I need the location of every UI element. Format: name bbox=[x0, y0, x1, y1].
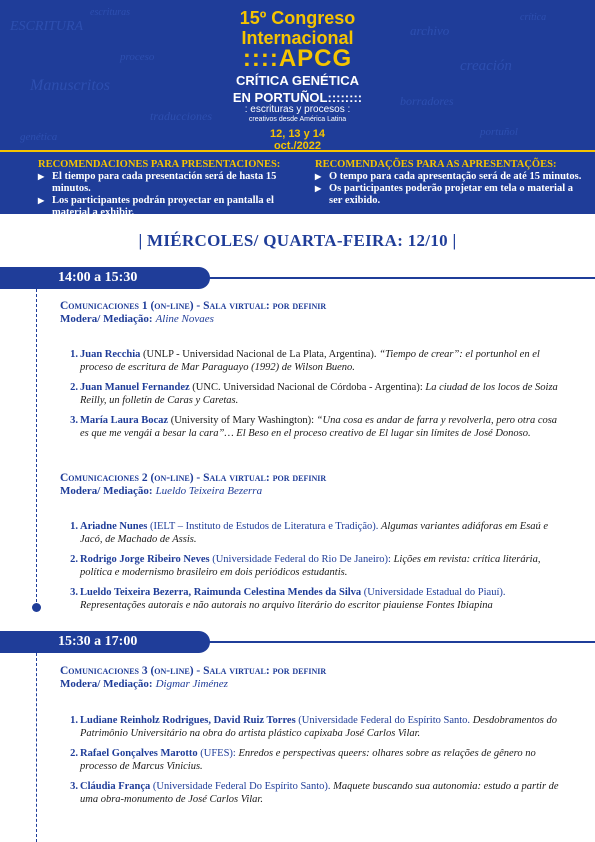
paper-authors: Rafael Gonçalves Marotto bbox=[80, 748, 198, 759]
session-header bbox=[60, 665, 560, 691]
paper-item bbox=[60, 348, 560, 374]
svg-text:escrituras: escrituras bbox=[90, 7, 130, 18]
paper-number: 1. bbox=[70, 349, 78, 360]
subtitle-line-4: creativos desde América Latina bbox=[248, 116, 347, 123]
recommendation-item: ▶ Los participantes podrán proyectar en pantalla el material a exhibir. bbox=[38, 195, 308, 219]
paper-institution: (Universidade Federal do Espírito Santo. bbox=[295, 715, 473, 726]
session-moderator bbox=[60, 485, 560, 498]
svg-text:genética: genética bbox=[20, 131, 58, 143]
paper-institution: (Universidade Federal do Rio De Janeiro): bbox=[209, 554, 394, 565]
svg-text:archivo: archivo bbox=[410, 23, 450, 38]
paper-item bbox=[60, 714, 560, 740]
paper-item bbox=[60, 747, 560, 773]
paper-number: 1. bbox=[70, 715, 78, 726]
paper-title: Enredos e perspectivas queers: olhares sobre as relações de gênero no processo de Marcus Vinicius. bbox=[80, 748, 536, 772]
paper-number: 3. bbox=[70, 587, 78, 598]
congress-title bbox=[0, 8, 595, 150]
paper-authors: Juan Recchia bbox=[80, 349, 141, 360]
paper-institution: (Universidade Federal Do Espírito Santo). bbox=[150, 781, 334, 792]
recommendation-item: ▶ Os participantes poderão projetar em tela o material a ser exibido. bbox=[315, 183, 585, 207]
paper-item bbox=[60, 780, 560, 806]
svg-text:Manuscritos: Manuscritos bbox=[30, 77, 110, 94]
paper-title: Maquete buscando sua autonomia: estudo a partir de uma obra-monumento de José Carlos Vilar. bbox=[80, 781, 559, 805]
svg-text:traducciones: traducciones bbox=[150, 109, 212, 123]
paper-title: La ciudad de los locos de Soiza Reilly, un folletín de Caras y Caretas. bbox=[80, 382, 558, 406]
paper-item bbox=[60, 520, 560, 546]
paper-item bbox=[60, 586, 560, 612]
paper-title: “Tiempo de crear”: el portunhol en el proceso de escritura de Mar Paraguayo (1992) de Wilson Bueno. bbox=[80, 349, 540, 373]
paper-authors: Juan Manuel Fernandez bbox=[80, 382, 190, 393]
paper-list bbox=[60, 348, 560, 447]
paper-number: 1. bbox=[70, 521, 78, 532]
paper-institution: (UNLP - Universidad Nacional de La Plata, Argentina). bbox=[140, 349, 380, 360]
paper-item bbox=[60, 381, 560, 407]
paper-institution: (UNC. Universidad Nacional de Córdoba - Argentina): bbox=[189, 382, 426, 393]
time-slot-rule bbox=[205, 641, 595, 643]
paper-title: Algumas variantes adiáforas em Esaú e Jacó, de Machado de Assis. bbox=[80, 521, 549, 545]
paper-title: Lições em revista: crítica literária, política e modernismo brasileiro em dois periódicos estudantis. bbox=[80, 554, 541, 578]
svg-text:portuñol: portuñol bbox=[480, 126, 518, 138]
paper-institution: (University of Mary Washington): bbox=[168, 415, 317, 426]
paper-authors: Rodrigo Jorge Ribeiro Neves bbox=[80, 554, 210, 565]
subtitle-line-2: EN PORTUÑOL:::::::: bbox=[232, 90, 363, 105]
paper-authors: María Laura Bocaz bbox=[80, 415, 169, 426]
moderator-name: Lueldo Teixeira Bezerra bbox=[155, 485, 263, 497]
moderator-name: Aline Novaes bbox=[155, 313, 214, 325]
svg-text:creación: creación bbox=[460, 58, 512, 74]
paper-institution: (IELT – Instituto de Estudos de Literatura e Tradição). bbox=[147, 521, 381, 532]
recommendations-es-heading: RECOMENDACIONES PARA PRESENTACIONES: bbox=[38, 159, 281, 170]
paper-institution: (Universidade Estadual do Piauí). bbox=[361, 587, 506, 598]
svg-text:borradores: borradores bbox=[400, 94, 454, 108]
title-line-2: Internacional bbox=[241, 28, 354, 48]
paper-number: 3. bbox=[70, 781, 78, 792]
recommendations-pt bbox=[315, 159, 585, 207]
paper-title: Desdobramentos do Patrimônio Universitário na obra do artista plástico capixaba José Carlos Vilar. bbox=[80, 715, 557, 739]
paper-authors: Lueldo Teixeira Bezerra, Raimunda Celestina Mendes da Silva bbox=[80, 587, 362, 598]
congress-dates: 12, 13 y 14 bbox=[269, 128, 326, 140]
paper-number: 2. bbox=[70, 554, 78, 565]
day-title: | MIÉRCOLES/ QUARTA-FEIRA: 12/10 | bbox=[138, 231, 457, 250]
session-title: Comunicaciones 2 (on-line) - Sala virtual: por definir bbox=[60, 472, 327, 484]
timeline-line bbox=[36, 653, 37, 842]
recommendations-box bbox=[0, 150, 595, 218]
recommendation-item: ▶ El tiempo para cada presentación será de hasta 15 minutos. bbox=[38, 171, 308, 195]
session-moderator bbox=[60, 313, 560, 326]
paper-title: Representações autorais e não autorais no arquivo literário do escritor piauiense Fontes Ibiapina bbox=[80, 600, 493, 611]
session-header bbox=[60, 472, 560, 498]
recommendations-es bbox=[38, 159, 308, 219]
session-title: Comunicaciones 1 (on-line) - Sala virtual: por definir bbox=[60, 300, 327, 312]
subtitle-line-3: : escrituras y procesos : bbox=[244, 104, 351, 115]
title-line-1: 15º Congreso bbox=[239, 8, 356, 28]
title-line-3: ::::APCG bbox=[242, 45, 353, 72]
time-slot-rule bbox=[205, 277, 595, 279]
congress-header bbox=[0, 0, 595, 150]
paper-list bbox=[60, 714, 560, 813]
paper-number: 3. bbox=[70, 415, 78, 426]
time-slot-bar: 15:30 a 17:00 bbox=[0, 631, 210, 653]
paper-item bbox=[60, 553, 560, 579]
svg-text:ESCRITURA: ESCRITURA bbox=[10, 19, 84, 34]
svg-text:proceso: proceso bbox=[120, 51, 155, 63]
paper-number: 2. bbox=[70, 382, 78, 393]
session-title: Comunicaciones 3 (on-line) - Sala virtual: por definir bbox=[60, 665, 327, 677]
congress-month: oct./2022 bbox=[273, 140, 322, 150]
paper-authors: Ludiane Reinholz Rodrigues, David Ruiz Torres bbox=[80, 715, 296, 726]
session-header bbox=[60, 300, 560, 326]
paper-authors: Ariadne Nunes bbox=[80, 521, 148, 532]
time-slot-bar: 14:00 a 15:30 bbox=[0, 267, 210, 289]
paper-list bbox=[60, 520, 560, 619]
session-moderator bbox=[60, 678, 560, 691]
recommendation-item: ▶ O tempo para cada apresentação será de até 15 minutos. bbox=[315, 171, 585, 183]
moderator-label: Modera/ Mediação: bbox=[60, 485, 153, 497]
paper-item bbox=[60, 414, 560, 440]
paper-title: “Una cosa es andar de farra y revolverla, pero otra cosa es que me vengái a besar la cara”… El Beso en el proceso creativo de El lugar sin límites de José Donoso. bbox=[80, 415, 558, 439]
paper-number: 2. bbox=[70, 748, 78, 759]
moderator-label: Modera/ Mediação: bbox=[60, 313, 153, 325]
paper-authors: Cláudia França bbox=[80, 781, 151, 792]
recommendations-pt-heading: RECOMENDAÇÕES PARA AS APRESENTAÇÕES: bbox=[315, 159, 557, 170]
moderator-label: Modera/ Mediação: bbox=[60, 678, 153, 690]
timeline-line bbox=[36, 289, 37, 607]
subtitle-line-1: CRÍTICA GENÉTICA bbox=[235, 73, 360, 88]
moderator-name: Digmar Jiménez bbox=[155, 678, 228, 690]
svg-text:crítica: crítica bbox=[520, 12, 547, 23]
timeline-dot bbox=[32, 603, 41, 612]
paper-institution: (UFES): bbox=[197, 748, 239, 759]
